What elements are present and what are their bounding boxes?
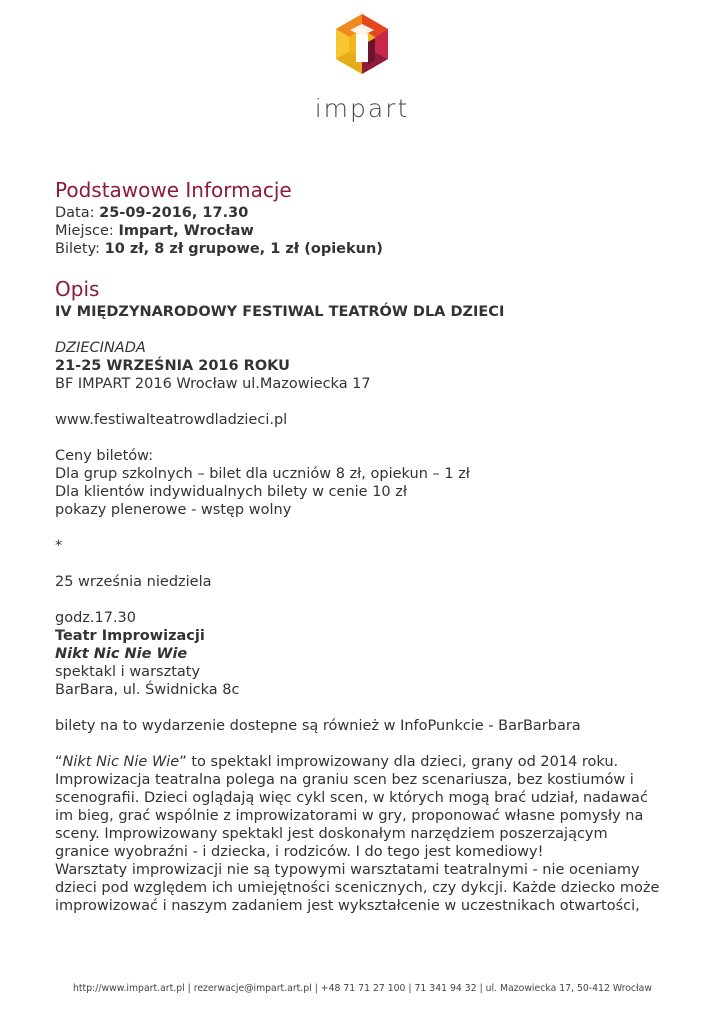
festival-title: IV MIĘDZYNARODOWY FESTIWAL TEATRÓW DLA DZIECI	[55, 304, 505, 320]
document-content	[55, 176, 670, 915]
price-individual: Dla klientów indywidualnych bilety w cenie 10 zł	[55, 484, 407, 500]
paragraph-line: scenografii. Dzieci oglądają więc cykl scen, w których mogą brać udział, nadawać	[55, 790, 648, 806]
date-label: Data:	[55, 205, 100, 221]
event-time: godz.17.30	[55, 610, 137, 626]
paragraph-line: improwizować i naszym zadaniem jest wykształcenie w uczestnikach otwartości,	[55, 898, 640, 914]
tickets-value: 10 zł, 8 zł grupowe, 1 zł (opiekun)	[104, 241, 383, 257]
show-type: spektakl i warsztaty	[55, 664, 201, 680]
price-outdoor: pokazy plenerowe - wstęp wolny	[55, 502, 292, 518]
paragraph-line: sceny. Improwizowany spektakl jest doskonałym narzędziem poszerzającym	[55, 826, 608, 842]
place-line	[55, 222, 670, 240]
event-day: 25 września niedziela	[55, 574, 212, 590]
paragraph-line: Warsztaty improwizacji nie są typowymi warsztatami teatralnymi - nie oceniamy	[55, 862, 640, 878]
place-value: Impart, Wrocław	[118, 223, 254, 239]
date-line	[55, 204, 670, 222]
show-title: Nikt Nic Nie Wie	[55, 646, 188, 662]
quote-open: “	[55, 754, 63, 770]
logo-wordmark: impart	[314, 94, 410, 123]
date-value: 25-09-2016, 17.30	[99, 205, 249, 221]
festival-dates: 21-25 WRZEŚNIA 2016 ROKU	[55, 358, 290, 374]
show-venue: BarBara, ul. Świdnicka 8c	[55, 682, 240, 698]
section-heading-description: Opis	[55, 277, 100, 301]
tickets-line	[55, 240, 670, 258]
place-label: Miejsce:	[55, 223, 119, 239]
tickets-label: Bilety:	[55, 241, 105, 257]
paragraph-line: dzieci pod względem ich umiejętności scenicznych, czy dykcji. Każde dziecko może	[55, 880, 660, 896]
section-heading-basic-info: Podstawowe Informacje	[55, 178, 292, 202]
theatre-name: Teatr Improwizacji	[55, 628, 205, 644]
prices-title: Ceny biletów:	[55, 448, 154, 464]
impart-logo-icon	[332, 12, 392, 82]
paragraph-first-line-rest: ” to spektakl improwizowany dla dzieci, grany od 2014 roku.	[179, 754, 619, 770]
website-link[interactable]: www.festiwalteatrowdladzieci.pl	[55, 412, 288, 428]
paragraph-line: Improwizacja teatralna polega na graniu scen bez scenariusza, bez kostiumów i	[55, 772, 634, 788]
quote-show-title: Nikt Nic Nie Wie	[62, 754, 180, 770]
festival-venue: BF IMPART 2016 Wrocław ul.Mazowiecka 17	[55, 376, 371, 392]
price-groups: Dla grup szkolnych – bilet dla uczniów 8 zł, opiekun – 1 zł	[55, 466, 470, 482]
paragraph-line: granice wyobraźni - i dziecka, i rodziców. I do tego jest komediowy!	[55, 844, 544, 860]
impart-logo	[312, 12, 412, 122]
festival-name: DZIECINADA	[55, 340, 146, 356]
description-paragraph-first-line	[55, 753, 670, 771]
page-footer: http://www.impart.art.pl | rezerwacje@impart.art.pl | +48 71 71 27 100 | 71 341 94 32 | ul. Mazowiecka 17, 50-412 Wrocław	[73, 983, 652, 994]
separator: *	[55, 538, 63, 554]
paragraph-line: im bieg, grać wspólnie z improwizatorami w gry, proponować własne pomysły na	[55, 808, 644, 824]
infopoint-note: bilety na to wydarzenie dostepne są również w InfoPunkcie - BarBarbara	[55, 718, 581, 734]
